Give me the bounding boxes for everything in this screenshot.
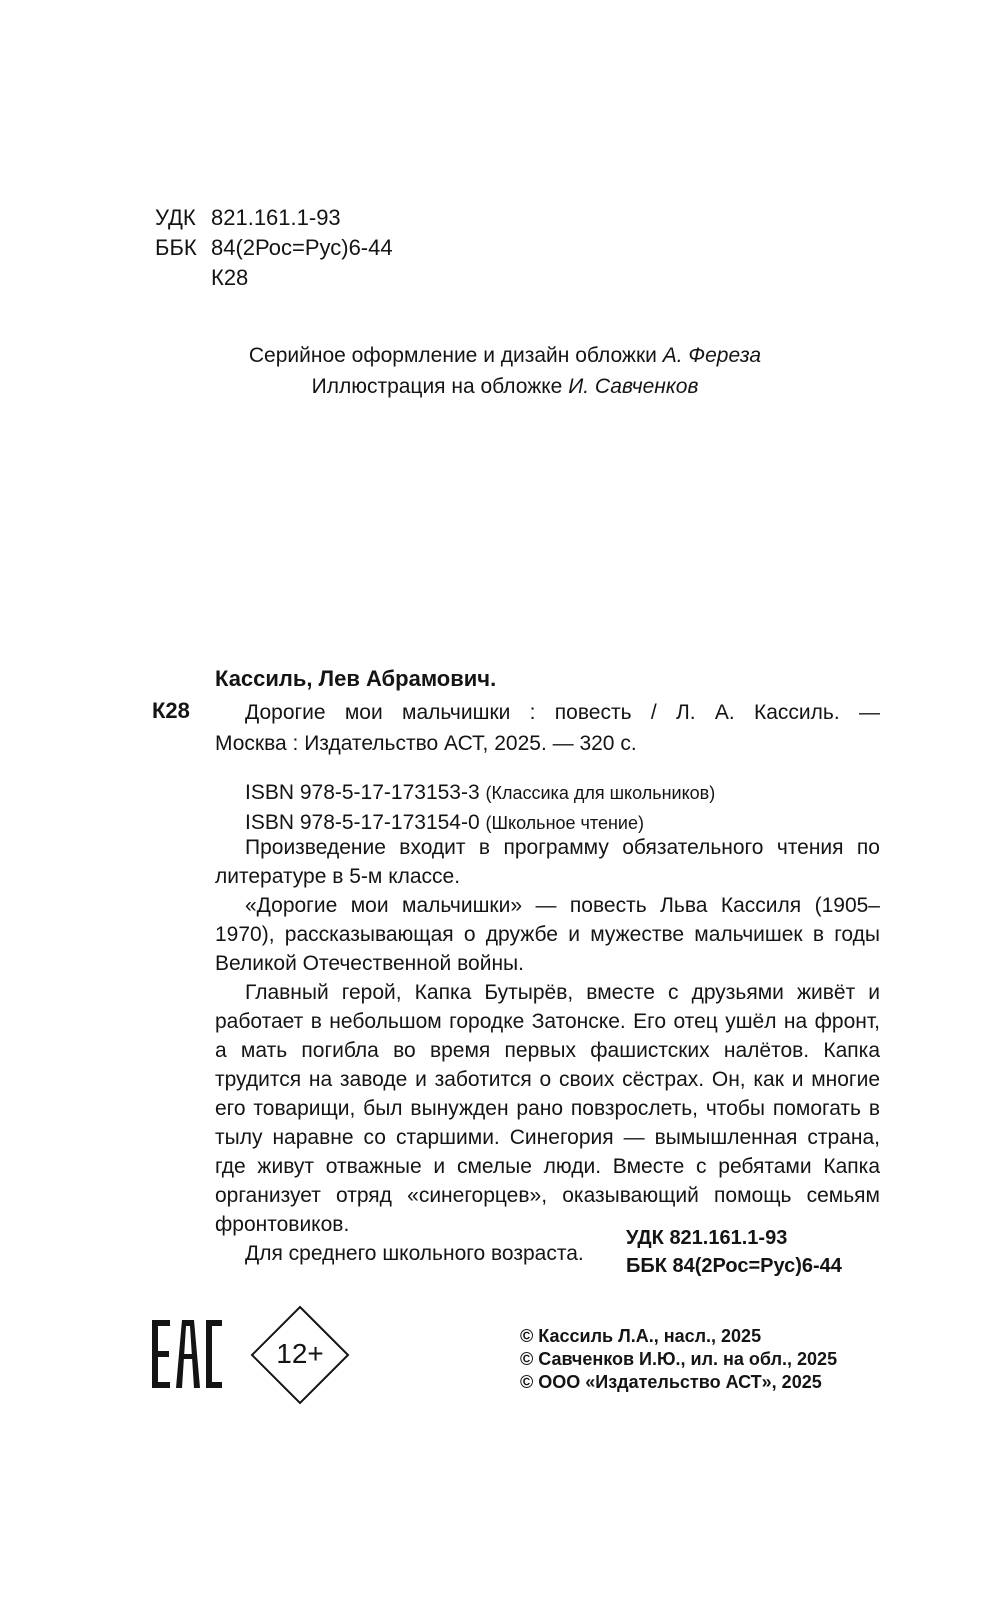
author-mark-row [155,263,393,293]
copyright-block [520,1325,837,1394]
age-rating-badge [250,1305,350,1405]
udk-label: УДК [155,205,196,230]
isbn-number: ISBN 978-5-17-173153-3 [245,781,480,804]
annotation-paragraph: Главный герой, Капка Бутырёв, вместе с друзьями живёт и работает в небольшом городке Затонске. Его отец ушёл на фронт, а мать погибла во время первых фашистских налётов. Капка трудится на заводе и заботится о своих сёстрах. Он, как и многие его товарищи, был вынужден рано повзрослеть, чтобы помогать в тылу наравне со старшими. Синегория — вымышленная страна, где живут отважные и смелые люди. Вместе с ребятами Капка организует отряд «синегорцев», оказывающий помощь семьям фронтовиков. [215,981,880,1236]
annotation [215,833,880,1268]
isbn-list [245,778,715,838]
eac-conformity-icon [152,1320,222,1388]
udk-code-row [155,203,393,233]
isbn-row [245,778,715,808]
footer-bbk: ББК 84(2Рос=Рус)6-44 [626,1255,842,1277]
bbk-label: ББК [155,235,197,260]
footer-udk: УДК 821.161.1-93 [626,1227,788,1249]
illustration-credit: Иллюстрация на обложке И. Савченков [311,375,699,398]
copyright-line: © Кассиль Л.А., насл., 2025 [520,1326,762,1346]
bbk-value: 84(2Рос=Рус)6-44 [211,235,393,260]
design-credits [0,340,1000,402]
annotation-paragraph: Для среднего школьного возраста. [245,1242,584,1265]
author-mark: К28 [152,698,190,723]
title-line: Дорогие мои мальчишки : повесть / Л. А. Кассиль. — [245,701,880,724]
bbk-code-row [155,233,393,263]
footer-classification [626,1224,842,1280]
copyright-line: © ООО «Издательство АСТ», 2025 [520,1372,822,1392]
isbn-series: (Классика для школьников) [485,783,716,803]
publication-line: Москва : Издательство АСТ, 2025. — 320 с. [215,732,637,755]
udk-value: 821.161.1-93 [211,205,341,230]
annotation-paragraph: Произведение входит в программу обязательного чтения по литературе в 5-м классе. [215,836,880,888]
cover-design-credit: Серийное оформление и дизайн обложки А. Фереза [248,344,762,367]
author-heading: Кассиль, Лев Абрамович. [215,666,497,691]
age-rating-label: 12+ [276,1338,324,1369]
author-mark-value: К28 [211,265,249,290]
illustrator-name: И. Савченков [568,375,699,398]
classification-codes [155,203,393,293]
isbn-number: ISBN 978-5-17-173154-0 [245,811,480,834]
annotation-paragraph: «Дорогие мои мальчишки» — повесть Льва Кассиля (1905–1970), рассказывающая о дружбе и мужестве мальчишек в годы Великой Отечественной войны. [215,894,880,975]
isbn-series: (Школьное чтение) [485,813,644,833]
designer-name: А. Фереза [662,344,762,367]
bibliographic-description [215,697,880,759]
copyright-line: © Савченков И.Ю., ил. на обл., 2025 [520,1349,838,1369]
